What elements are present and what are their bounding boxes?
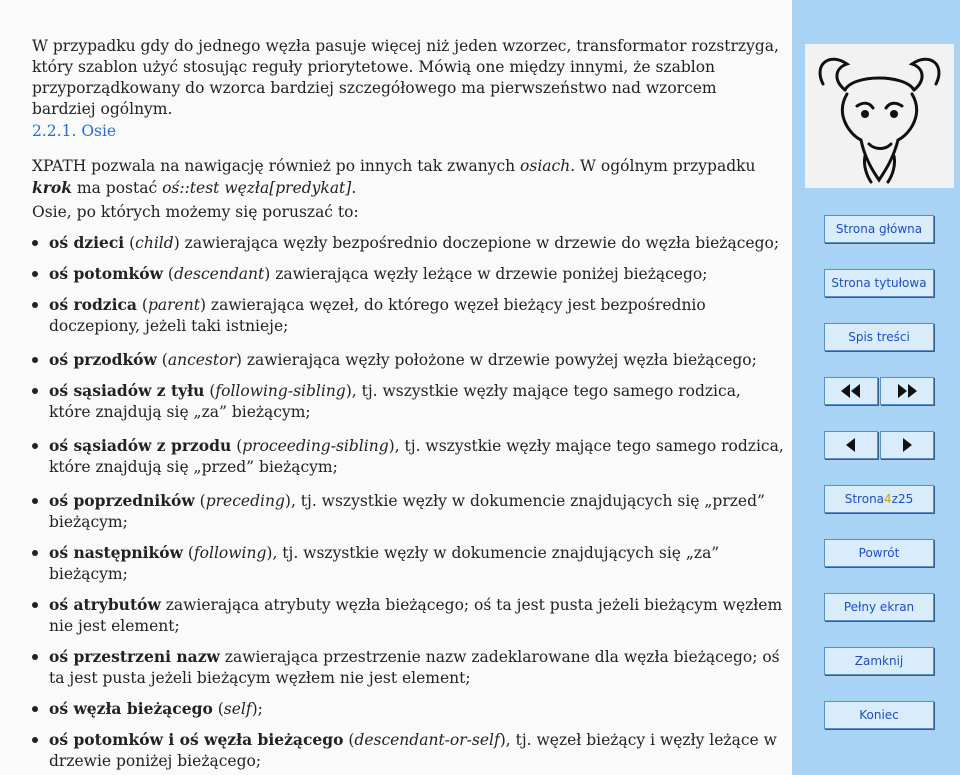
- double-left-arrow-icon: [840, 384, 862, 398]
- axis-paren-close: ): [199, 296, 206, 314]
- axes-list: [32, 232, 784, 772]
- axis-description: , tj. wszystkie węzły w dokumencie znajdujących się „przed” bieżącym;: [49, 492, 765, 531]
- title-page-button[interactable]: Strona tytułowa: [824, 269, 934, 297]
- toc-button[interactable]: Spis treści: [824, 323, 934, 351]
- axis-item: [32, 294, 784, 337]
- axis-paren-open: (: [343, 731, 355, 749]
- bullet-icon: [32, 357, 38, 363]
- bullet-icon: [32, 443, 38, 449]
- axis-paren-close: ): [499, 731, 506, 749]
- last-page-button[interactable]: [880, 377, 934, 405]
- intro-paragraph: W przypadku gdy do jednego węzła pasuje więcej niż jeden wzorzec, transformator rozstrzyga, który szablon użyć stosując reguły priorytetowe. Mówią one między innymi, że szablon przyporządkowany do wzorca bardziej szczegółowego ma pierwszeństwo nad wzorcem bardziej ogólnym.: [32, 37, 779, 118]
- axis-description: , tj. wszystkie węzły w dokumencie znajdujących się „za” bieżącym;: [49, 544, 720, 583]
- axis-english-name: ancestor: [167, 351, 236, 369]
- axis-english-name: descendant-or-self: [354, 731, 500, 749]
- axis-name: oś potomków: [49, 264, 163, 283]
- bullet-icon: [32, 654, 38, 660]
- gnu-head-icon: [805, 44, 954, 188]
- term-osiach: osiach: [520, 157, 571, 175]
- bullet-icon: [32, 737, 38, 743]
- axis-paren-open: (: [212, 700, 224, 718]
- axis-english-name: following-sibling: [215, 382, 346, 400]
- axis-paren-close: ): [173, 234, 180, 252]
- next-page-button[interactable]: [880, 431, 934, 459]
- page-separator: z: [891, 492, 898, 506]
- axis-item: [32, 232, 784, 254]
- axis-description: zawierająca węzły położone w drzewie powyżej węzła bieżącego;: [241, 351, 757, 369]
- first-page-button[interactable]: [824, 377, 878, 405]
- axis-english-name: child: [135, 234, 174, 252]
- axis-english-name: following: [193, 544, 267, 562]
- axis-name: oś potomków i oś węzła bieżącego: [49, 730, 344, 749]
- axis-english-name: preceding: [205, 492, 285, 510]
- bullet-icon: [32, 271, 38, 277]
- axis-paren-close: ): [284, 492, 291, 510]
- axis-description: zawierająca węzły leżące w drzewie poniżej bieżącego;: [270, 265, 708, 283]
- section-heading: [32, 122, 116, 140]
- axis-item: [32, 490, 784, 533]
- step-syntax: oś::test węzła[predykat]: [162, 179, 352, 197]
- axis-item: [32, 542, 784, 585]
- axis-description: zawierająca węzły bezpośrednio doczepione w drzewie do węzła bieżącego;: [179, 234, 780, 252]
- axis-paren-close: ): [266, 544, 273, 562]
- axis-english-name: parent: [147, 296, 200, 314]
- axis-item: [32, 729, 784, 772]
- axis-paren-open: (: [156, 351, 168, 369]
- back-button[interactable]: Powrót: [824, 539, 934, 567]
- axis-item: [32, 380, 784, 423]
- fullscreen-button[interactable]: Pełny ekran: [824, 593, 934, 621]
- axis-name: oś atrybutów: [49, 595, 161, 614]
- axis-paren-close: ): [388, 437, 395, 455]
- text-run: .: [351, 179, 357, 197]
- axis-description: zawierająca przestrzenie nazw zadeklarowane dla węzła bieżącego; oś ta jest pusta jeżeli bieżącym węzłem nie jest element;: [49, 648, 780, 687]
- axis-name: oś sąsiadów z tyłu: [49, 381, 205, 400]
- xpath-paragraph: [32, 156, 784, 199]
- axis-paren-open: (: [182, 544, 194, 562]
- double-right-arrow-icon: [896, 384, 918, 398]
- axis-description: , tj. węzeł bieżący i węzły leżące w drzewie poniżej bieżącego;: [49, 731, 777, 770]
- axis-paren-open: (: [162, 265, 174, 283]
- page-total: 25: [897, 492, 914, 506]
- axis-item: [32, 698, 784, 720]
- bullet-icon: [32, 498, 38, 504]
- axis-name: oś przodków: [49, 350, 157, 369]
- axis-paren-open: (: [204, 382, 216, 400]
- home-button[interactable]: Strona główna: [824, 215, 934, 243]
- close-button[interactable]: Zamknij: [824, 647, 934, 675]
- bullet-icon: [32, 602, 38, 608]
- bullet-icon: [32, 240, 38, 246]
- term-krok: krok: [32, 178, 72, 197]
- axis-paren-open: (: [136, 296, 148, 314]
- axis-paren-close: ): [235, 351, 242, 369]
- axis-description: , tj. wszystkie węzły mające tego samego rodzica, które znajdują się „za” bieżącym;: [49, 382, 741, 421]
- text-run: XPATH pozwala na nawigację również po innych tak zwanych: [32, 157, 521, 175]
- axis-name: oś poprzedników: [49, 491, 195, 510]
- axis-paren-close: ): [264, 265, 271, 283]
- quit-button[interactable]: Koniec: [824, 701, 934, 729]
- axis-name: oś następników: [49, 543, 183, 562]
- axis-english-name: self: [223, 700, 252, 718]
- axes-intro: Osie, po których możemy się poruszać to:: [32, 203, 359, 221]
- axis-item: [32, 349, 784, 371]
- bullet-icon: [32, 302, 38, 308]
- text-run: . W ogólnym przypadku: [570, 157, 756, 175]
- axis-item: [32, 263, 784, 285]
- prev-page-button[interactable]: [824, 431, 878, 459]
- axis-item: [32, 435, 784, 478]
- axis-item: [32, 646, 784, 689]
- axis-description: zawierająca atrybuty węzła bieżącego; oś ta jest pusta jeżeli bieżącym węzłem nie jest element;: [49, 596, 783, 635]
- left-arrow-icon: [845, 438, 857, 452]
- axis-item: [32, 594, 784, 637]
- axis-name: oś sąsiadów z przodu: [49, 436, 232, 455]
- axis-name: oś dzieci: [49, 233, 125, 252]
- axis-english-name: proceeding-sibling: [242, 437, 389, 455]
- axis-paren-close: ): [345, 382, 352, 400]
- axis-english-name: descendant: [173, 265, 265, 283]
- axis-paren-open: (: [124, 234, 136, 252]
- page-prefix: Strona: [844, 492, 885, 506]
- section-title: Osie: [81, 122, 117, 140]
- axis-name: oś przestrzeni nazw: [49, 647, 220, 666]
- page-counter: [824, 485, 934, 513]
- axis-description: zawierająca węzeł, do którego węzeł bieżący jest bezpośrednio doczepiony, jeżeli taki istnieje;: [49, 296, 706, 335]
- text-run: ma postać: [71, 179, 163, 197]
- axis-paren-open: (: [194, 492, 206, 510]
- bullet-icon: [32, 388, 38, 394]
- axis-name: oś węzła bieżącego: [49, 699, 213, 718]
- axis-paren-open: (: [231, 437, 243, 455]
- bullet-icon: [32, 706, 38, 712]
- page-current: 4: [884, 492, 892, 506]
- axis-paren-close: );: [251, 700, 263, 718]
- axis-description: , tj. wszystkie węzły mające tego samego rodzica, które znajdują się „przed” bieżącym;: [49, 437, 784, 476]
- section-number: 2.2.1.: [32, 122, 77, 140]
- axis-name: oś rodzica: [49, 295, 137, 314]
- right-arrow-icon: [901, 438, 913, 452]
- bullet-icon: [32, 550, 38, 556]
